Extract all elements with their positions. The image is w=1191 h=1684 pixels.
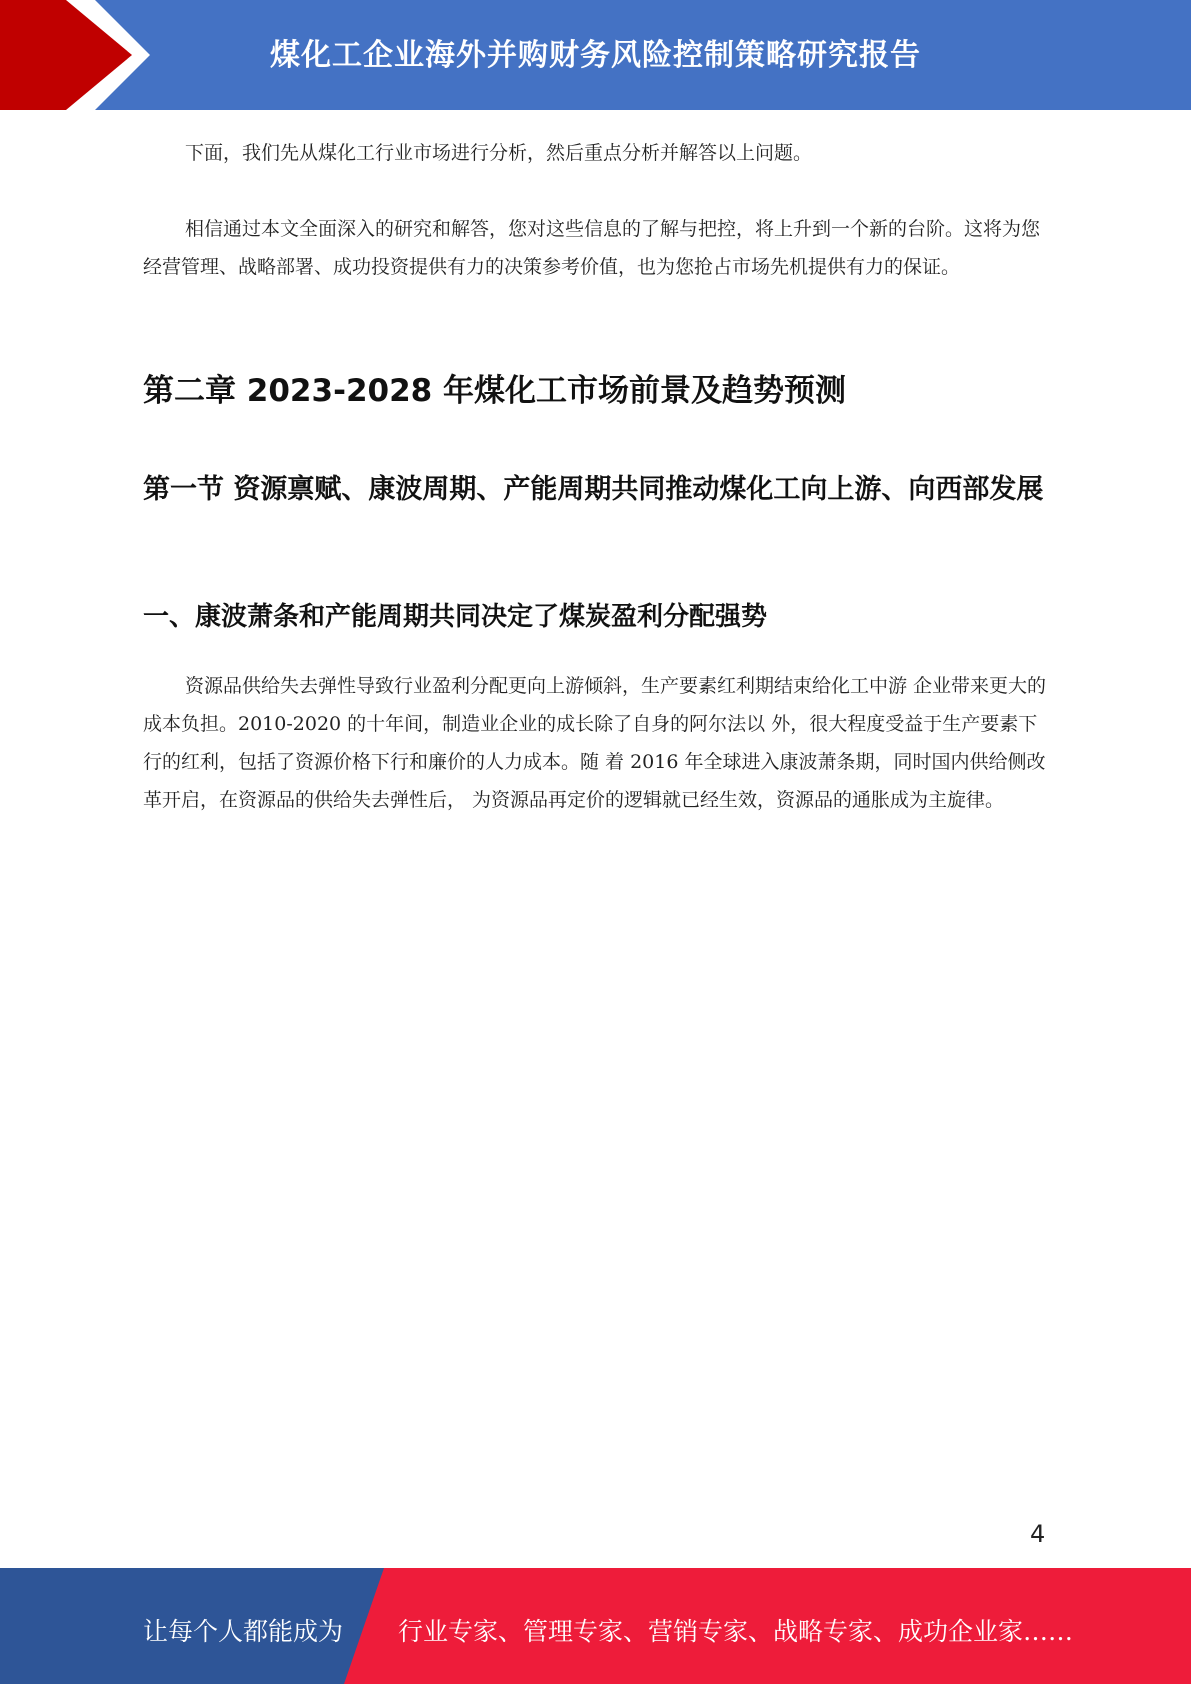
header-bar — [0, 0, 1191, 110]
page-number: 4 — [1030, 1520, 1046, 1548]
report-title: 煤化工企业海外并购财务风险控制策略研究报告 — [270, 38, 921, 73]
intro-paragraph: 下面，我们先从煤化工行业市场进行分析，然后重点分析并解答以上问题。 — [185, 142, 813, 164]
header-arrow-icon — [0, 0, 160, 110]
body-paragraph: 资源品供给失去弹性导致行业盈利分配更向上游倾斜，生产要素红利期结束给化工中游 企业带来更大的成本负担。2010-2020 的十年间，制造业企业的成长除了自身的阿尔法以 外，很大程度受益于生产要素下行的红利，包括了资源价格下行和廉价的人力成本。随 着 2016 年全球进入康波萧条期，同时国内供给侧改革开启，在资源品的供给失去弹性后， 为资源品再定价的逻辑就已经生效，资源品的通胀成为主旋律。 — [143, 675, 1047, 811]
footer-bar — [0, 1568, 1191, 1684]
chapter-heading: 第二章 2023-2028 年煤化工市场前景及趋势预测 — [143, 373, 847, 409]
footer-slogan-left: 让每个人都能成为 — [143, 1617, 344, 1646]
footer-slogan-right: 行业专家、管理专家、营销专家、战略专家、成功企业家…… — [398, 1617, 1074, 1646]
section-heading: 第一节 资源禀赋、康波周期、产能周期共同推动煤化工向上游、向西部发展 — [143, 474, 1044, 505]
subsection-heading: 一、康波萧条和产能周期共同决定了煤炭盈利分配强势 — [143, 602, 768, 632]
summary-paragraph: 相信通过本文全面深入的研究和解答，您对这些信息的了解与把控，将上升到一个新的台阶。这将为您经营管理、战略部署、成功投资提供有力的决策参考价值，也为您抢占市场先机提供有力的保证。 — [143, 218, 1041, 278]
